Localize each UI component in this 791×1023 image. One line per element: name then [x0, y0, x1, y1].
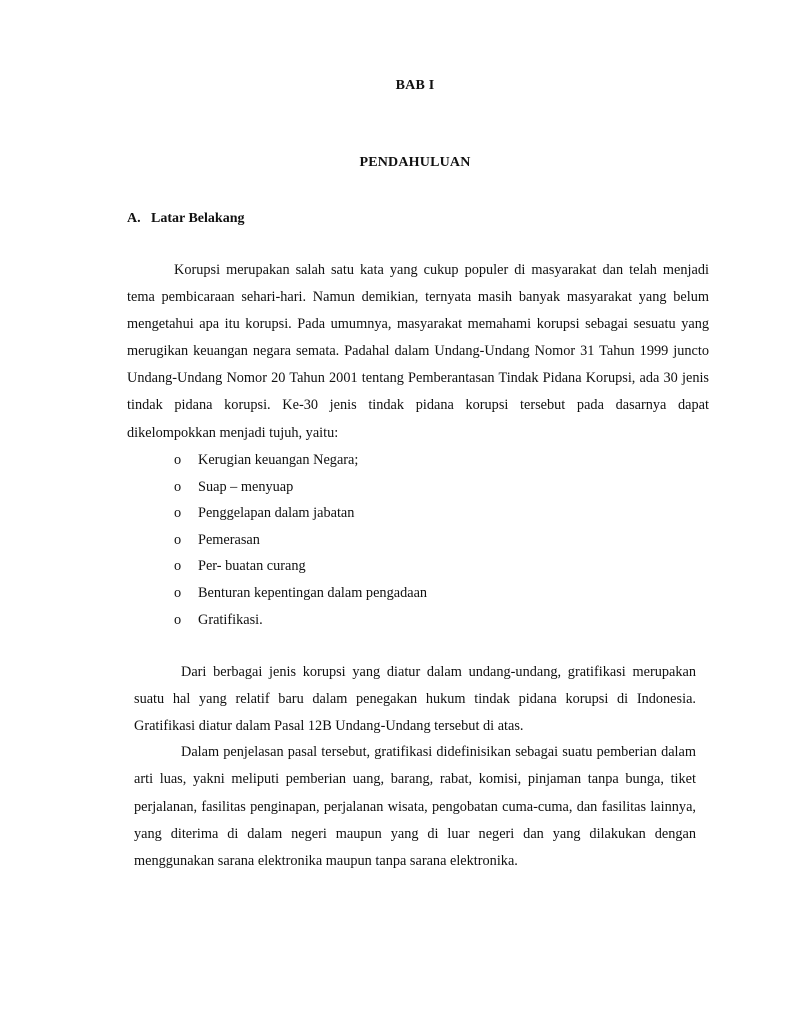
bullet-icon: o	[174, 558, 182, 575]
list-item	[174, 500, 427, 527]
bullet-icon: o	[174, 505, 182, 522]
list-item	[174, 527, 427, 554]
bullet-icon: o	[174, 452, 182, 468]
list-item-text: Gratifikasi.	[198, 611, 263, 628]
list-item	[174, 447, 427, 474]
list-item-text: Per- buatan curang	[198, 558, 306, 575]
list-item-text: Suap – menyuap	[198, 478, 294, 495]
chapter-heading: BAB I	[395, 78, 435, 93]
list-item-text: Penggelapan dalam jabatan	[198, 505, 355, 522]
chapter-title: PENDAHULUAN	[359, 155, 471, 170]
list-item	[174, 553, 427, 580]
corruption-types-list	[174, 447, 427, 633]
bullet-icon: o	[174, 584, 182, 601]
paragraph-intro: Korupsi merupakan salah satu kata yang cukup populer di masyarakat dan telah menjadi tema pembicaraan sehari-hari. Namun demikian, ternyata masih banyak masyarakat yang belum mengetahui apa itu korupsi. Pada umumnya, masyarakat memahami korupsi sebagai sesuatu yang merugikan keuangan negara semata. Padahal dalam Undang-Undang Nomor 31 Tahun 1999 juncto Undang-Undang Nomor 20 Tahun 2001 tentang Pemberantasan Tindak Pidana Korupsi, ada 30 jenis tindak pidana korupsi. Ke-30 jenis tindak pidana korupsi tersebut pada dasarnya dapat dikelompokkan menjadi tujuh, yaitu:	[127, 262, 709, 441]
bullet-icon: o	[174, 531, 182, 548]
list-item	[174, 580, 427, 607]
section-heading	[127, 211, 244, 227]
list-item-text: Benturan kepentingan dalam pengadaan	[198, 584, 428, 601]
bullet-icon: o	[174, 611, 182, 628]
list-item	[174, 607, 427, 634]
section-title: Latar Belakang	[151, 211, 245, 226]
list-item	[174, 474, 427, 501]
paragraph-gratification-definition: Dalam penjelasan pasal tersebut, gratifikasi didefinisikan sebagai suatu pemberian dalam arti luas, yakni meliputi pemberian uang, barang, rabat, komisi, pinjaman tanpa bunga, tiket perjalanan, fasilitas penginapan, perjalanan wisata, pengobatan cuma-cuma, dan fasilitas lainnya, yang diterima di dalam negeri maupun yang di luar negeri dan yang dilakukan dengan menggunakan sarana elektronika maupun tanpa sarana elektronika.	[134, 744, 696, 870]
paragraph-gratification-intro: Dari berbagai jenis korupsi yang diatur dalam undang-undang, gratifikasi merupakan suatu hal yang relatif baru dalam penegakan hukum tindak pidana korupsi di Indonesia. Gratifikasi diatur dalam Pasal 12B Undang-Undang tersebut di atas.	[134, 664, 696, 735]
bullet-icon: o	[174, 478, 182, 495]
section-number: A.	[127, 211, 141, 226]
list-item-text: Pemerasan	[198, 531, 260, 548]
list-item-text: Kerugian keuangan Negara;	[198, 452, 359, 468]
